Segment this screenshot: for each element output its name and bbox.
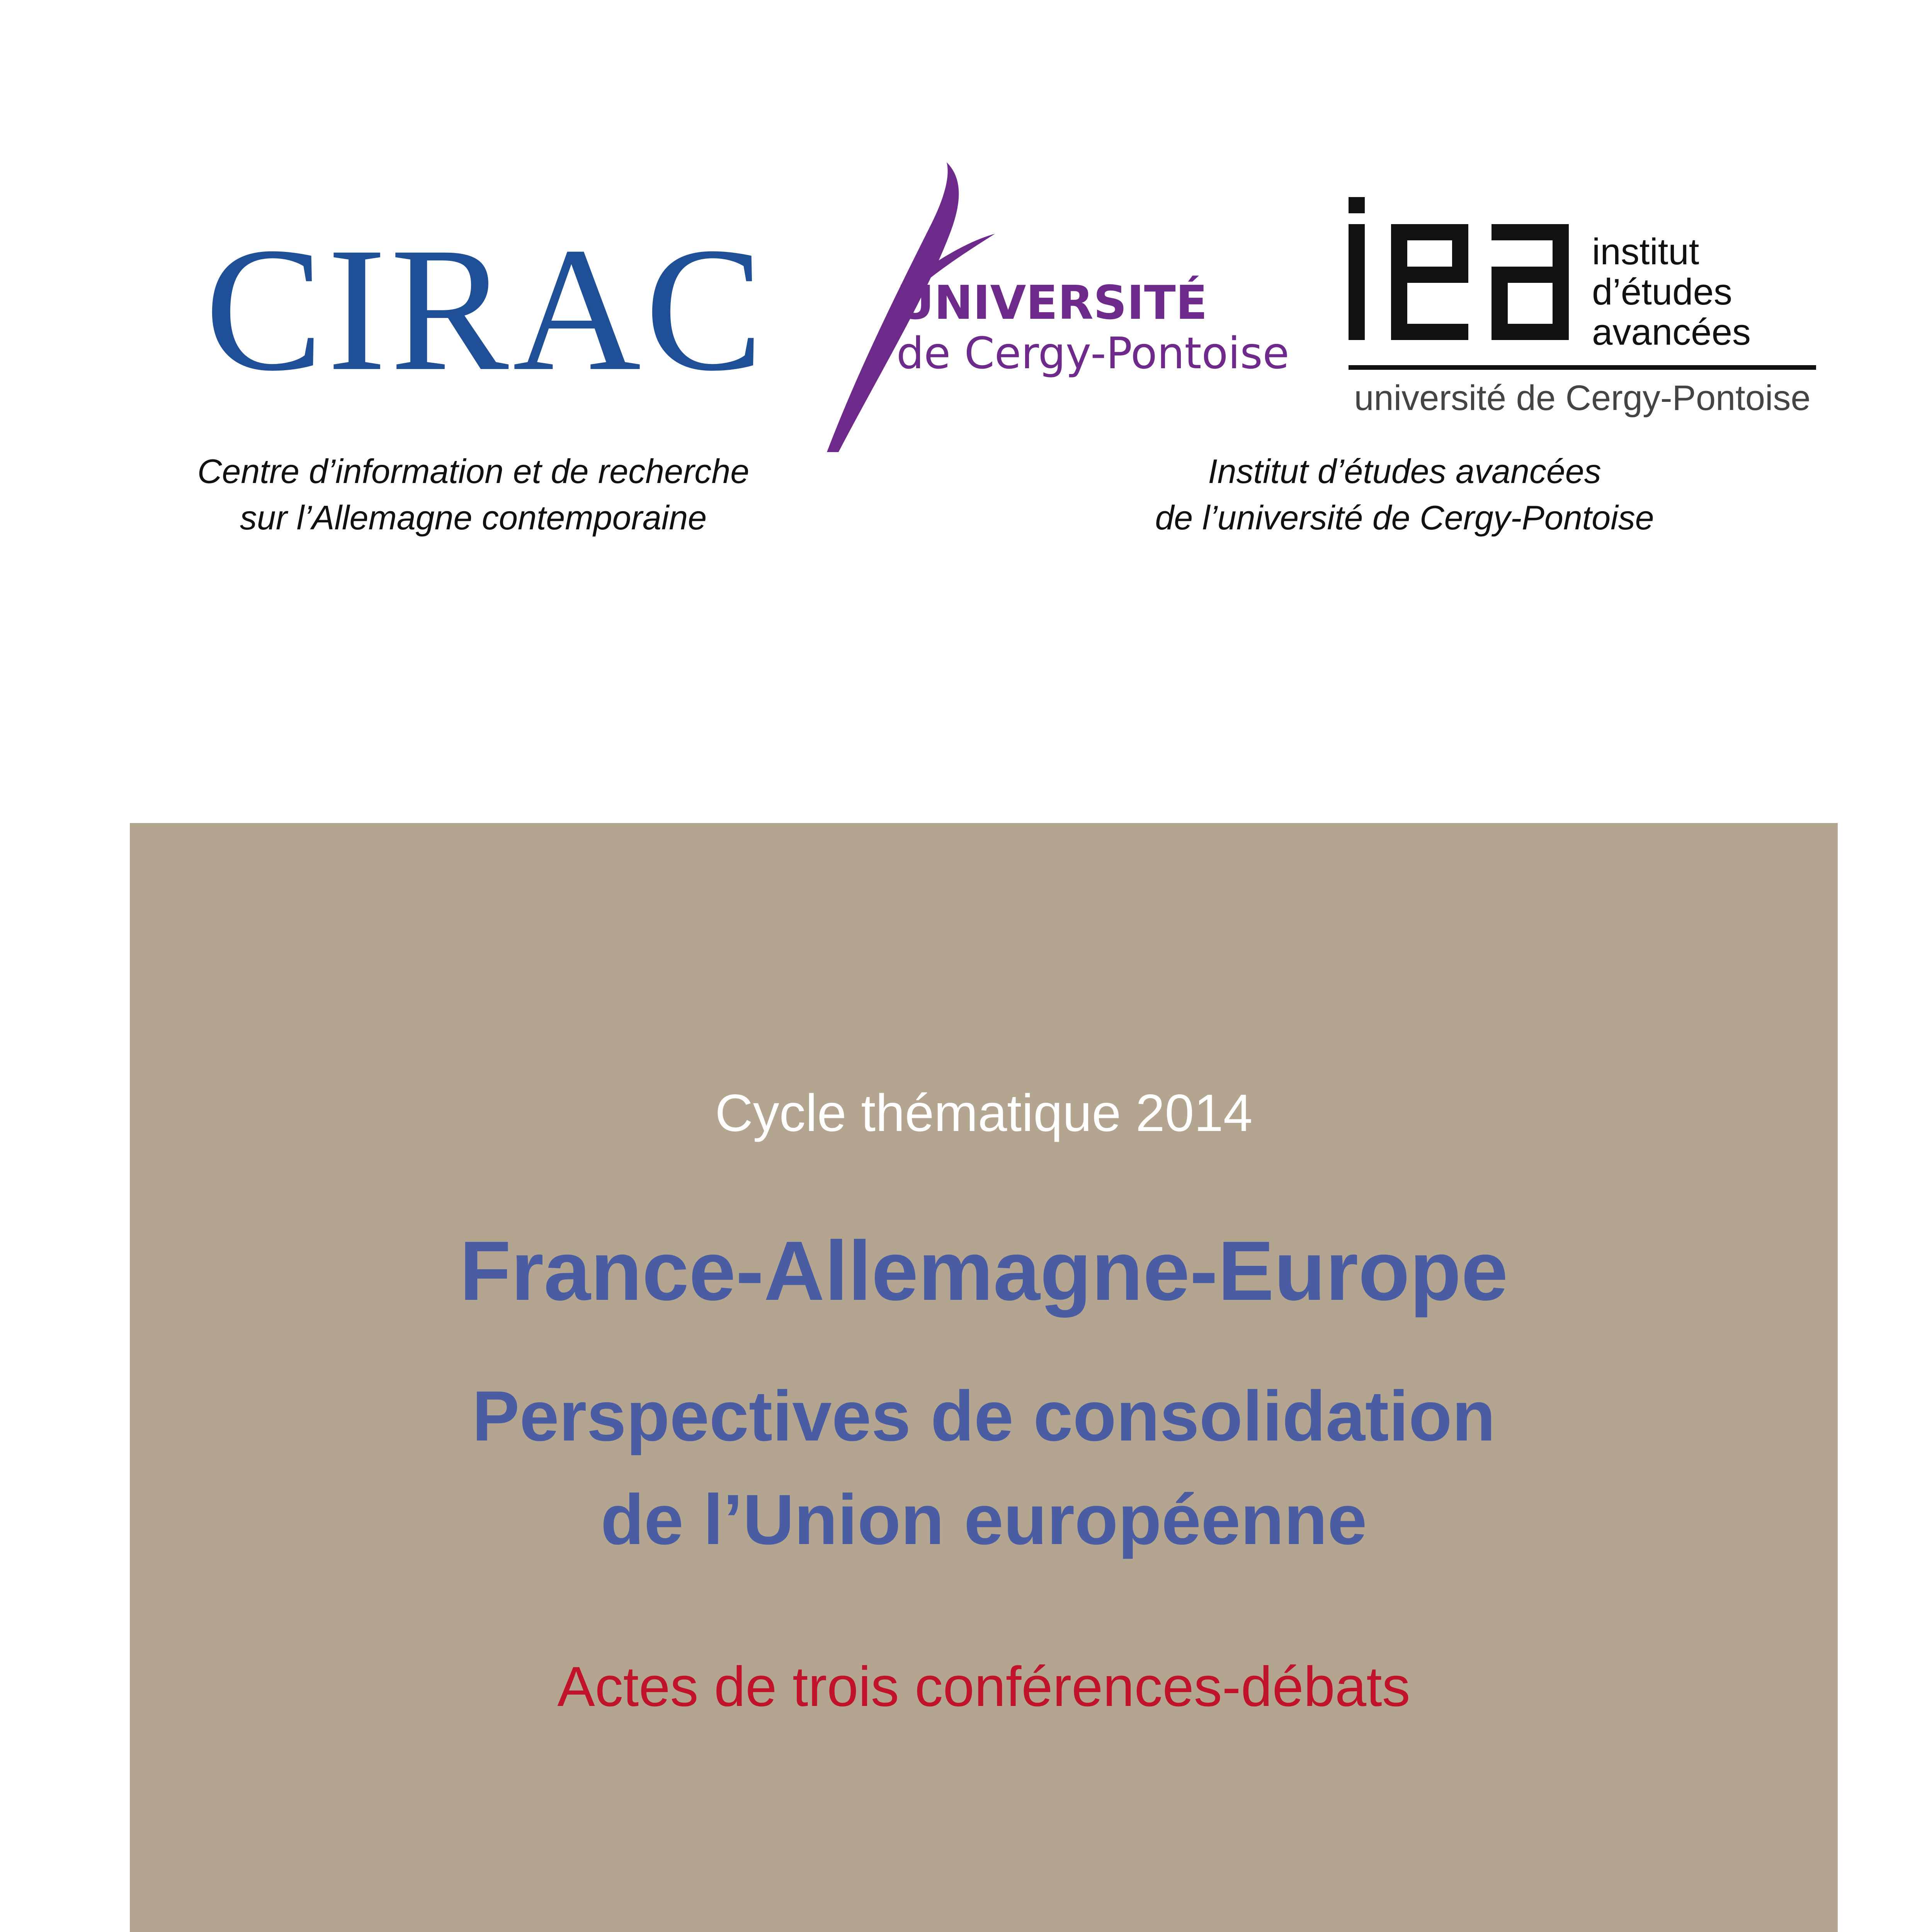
actes-label: Actes de trois conférences-débats — [557, 1655, 1410, 1718]
ucp-logo-text — [896, 278, 1289, 379]
cirac-caption-line1: Centre d’information et de recherche — [197, 452, 750, 490]
iea-logo-line2: d’études — [1592, 271, 1732, 313]
iea-caption — [1066, 448, 1743, 541]
iea-logo-mark — [1349, 193, 1580, 344]
iea-logo-subtitle: université de Cergy-Pontoise — [1354, 378, 1811, 418]
iea-caption-line2: de l’université de Cergy-Pontoise — [1155, 498, 1654, 537]
cirac-caption — [135, 448, 811, 541]
iea-logo-rule — [1349, 365, 1816, 370]
cirac-caption-line2: sur l’Allemagne contemporaine — [240, 498, 707, 537]
iea-caption-line1: Institut d’études avancées — [1208, 452, 1601, 490]
cirac-logo: CIRAC — [205, 211, 767, 408]
document-title: France-Allemagne-Europe — [459, 1224, 1508, 1318]
subtitle-line1: Perspectives de consolidation — [472, 1376, 1496, 1456]
subtitle-line2: de l’Union européenne — [600, 1480, 1367, 1559]
ucp-logo-line1: UNIVERSITÉ — [896, 276, 1208, 330]
title-panel — [130, 823, 1838, 1932]
cycle-label: Cycle thématique 2014 — [715, 1083, 1253, 1142]
iea-logo-words — [1592, 232, 1751, 352]
iea-logo-line1: institut — [1592, 231, 1699, 272]
document-subtitle — [130, 1364, 1838, 1571]
iea-logo-line3: avancées — [1592, 311, 1751, 353]
ucp-logo-line2: de Cergy-Pontoise — [896, 328, 1289, 379]
